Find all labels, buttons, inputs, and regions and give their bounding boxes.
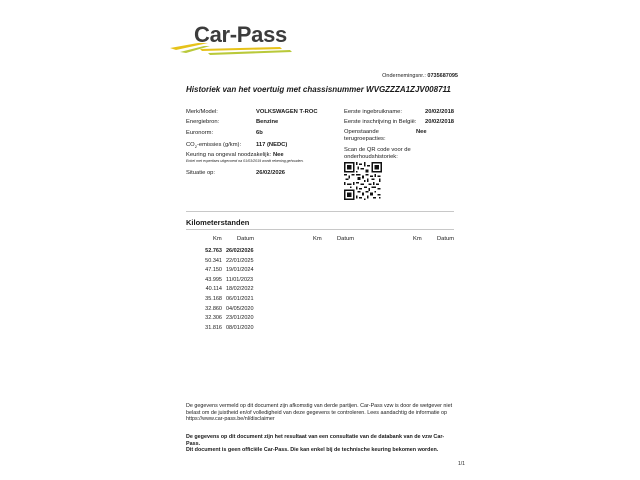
recalls-value: Nee bbox=[416, 129, 427, 135]
mileage-date-header: Datum bbox=[237, 236, 255, 242]
situation-label: Situatie op: bbox=[186, 170, 216, 176]
make-model-value: VOLKSWAGEN T-ROC bbox=[256, 109, 318, 115]
mileage-date-cell: 18/02/2022 bbox=[226, 286, 254, 292]
first-use-value: 20/02/2018 bbox=[425, 109, 455, 115]
inspection-note: Enkel met expertises uitgevoerd na 01/03/2019 wordt rekening gehouden. bbox=[186, 159, 304, 163]
document-number bbox=[382, 73, 458, 79]
co2-label-main: CO bbox=[186, 142, 195, 148]
mileage-km-cell: 50.341 bbox=[205, 258, 222, 264]
euronorm-label: Euronorm: bbox=[186, 130, 214, 136]
qr-label-line1: Scan de QR code voor de bbox=[344, 147, 411, 153]
car-pass-logo bbox=[170, 22, 287, 54]
section-divider bbox=[186, 229, 454, 230]
co2-value: 117 (NEDC) bbox=[256, 142, 288, 148]
document-number-value: 0735687095 bbox=[427, 73, 458, 79]
mileage-date-header: Datum bbox=[337, 236, 355, 242]
mileage-km-header: Km bbox=[313, 236, 322, 242]
page-title: Historiek van het voertuig met chassisnummer WVGZZZA1ZJV008711 bbox=[186, 85, 451, 94]
logo-text: Car-Pass bbox=[194, 22, 287, 47]
make-model-label: Merk/Model: bbox=[186, 109, 218, 115]
mileage-date-cell: 26/02/2026 bbox=[226, 248, 254, 254]
disclaimer-line: De gegevens vermeld op dit document zijn afkomstig van derde partijen. Car-Pass vzw is door de wetgever niet bbox=[186, 403, 453, 409]
fuel-value: Benzine bbox=[256, 119, 279, 125]
mileage-km-header: Km bbox=[213, 236, 222, 242]
mileage-date-cell: 11/01/2023 bbox=[226, 277, 254, 283]
mileage-km-cell: 35.168 bbox=[205, 296, 222, 302]
mileage-km-cell: 32.306 bbox=[205, 315, 222, 321]
inspection-value: Nee bbox=[273, 152, 284, 158]
mileage-date-cell: 19/01/2024 bbox=[226, 267, 254, 273]
qr-label-line2: onderhoudshistoriek: bbox=[344, 154, 398, 160]
page-number: 1/1 bbox=[458, 461, 465, 467]
disclaimer-line: belast om de juistheid en/of volledigheid van deze gegevens te controleren. Lees aandachtig de informatie op bbox=[186, 409, 448, 416]
recalls-label-line2: terugroepacties: bbox=[344, 136, 386, 142]
co2-label bbox=[186, 142, 241, 149]
disclaimer-text bbox=[186, 403, 456, 423]
mileage-date-cell: 23/01/2020 bbox=[226, 315, 254, 321]
situation-value: 26/02/2026 bbox=[256, 170, 286, 176]
disclaimer-bold-text bbox=[186, 434, 456, 454]
mileage-km-header: Km bbox=[413, 236, 422, 242]
first-registration-label: Eerste inschrijving in België: bbox=[344, 119, 417, 125]
co2-label-rest: -emissies (g/km): bbox=[196, 142, 242, 148]
mileage-km-cell: 32.860 bbox=[205, 306, 222, 312]
euronorm-value: 6b bbox=[256, 130, 263, 136]
mileage-date-cell: 08/01/2020 bbox=[226, 325, 254, 331]
mileage-km-cell: 43.995 bbox=[205, 277, 222, 283]
fuel-label: Energiebron: bbox=[186, 119, 220, 125]
disclaimer-bold-line: Dit document is geen officiële Car-Pass. Die kan enkel bij de technische keuring bekomen worden. bbox=[186, 447, 439, 454]
first-registration-value: 20/02/2018 bbox=[425, 119, 455, 125]
mileage-date-cell: 22/01/2025 bbox=[226, 258, 254, 264]
mileage-km-cell: 40.114 bbox=[205, 286, 222, 292]
mileage-date-cell: 04/05/2020 bbox=[226, 306, 254, 312]
mileage-date-header: Datum bbox=[437, 236, 455, 242]
disclaimer-link[interactable]: https://www.car-pass.be/nl/disclaimer bbox=[186, 416, 275, 423]
document-number-label: Ondernemingsnr.: bbox=[382, 73, 426, 79]
section-divider bbox=[186, 211, 454, 212]
mileage-date-cell: 06/01/2021 bbox=[226, 296, 254, 302]
qr-code-icon[interactable] bbox=[344, 162, 382, 200]
logo-underline-icon bbox=[200, 46, 310, 56]
mileage-section-title: Kilometerstanden bbox=[186, 218, 250, 227]
recalls-label-line1: Openstaande bbox=[344, 129, 379, 135]
disclaimer-bold-line: De gegevens op dit document zijn het resultaat van een consultatie van de databank van de vzw Car-Pass. bbox=[186, 434, 445, 447]
mileage-km-cell: 47.150 bbox=[205, 267, 222, 273]
mileage-km-cell: 52.763 bbox=[205, 248, 222, 254]
co2-label-sub: 2 bbox=[194, 144, 197, 150]
first-use-label: Eerste ingebruikname: bbox=[344, 109, 402, 115]
mileage-km-cell: 31.816 bbox=[205, 325, 222, 331]
inspection-label: Keuring na ongeval noodzakelijk: bbox=[186, 152, 272, 158]
